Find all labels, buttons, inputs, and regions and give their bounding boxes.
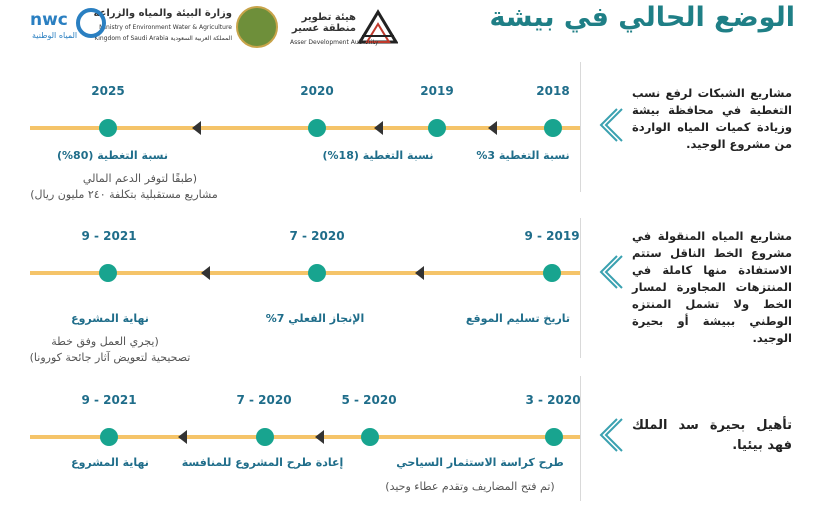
timeline-year: 2020	[300, 84, 334, 98]
ministry-logo	[93, 6, 278, 46]
timeline-year: 9 - 2021	[81, 393, 137, 407]
timeline-arrow	[192, 121, 201, 135]
asir-logo-text: هيئة تطوير منطقة عسير	[291, 12, 356, 34]
timeline-node	[99, 264, 117, 282]
timeline-arrow	[415, 266, 424, 280]
timeline-arrow	[374, 121, 383, 135]
chevron-left-icon	[593, 105, 623, 145]
timeline-node	[256, 428, 274, 446]
section-description: تأهيل بحيرة سد الملك فهد بيئيا.	[632, 418, 792, 453]
page-title: الوضع الحالي في بيشة	[489, 2, 795, 33]
timeline-note: (يجري العمل وفق خطة	[51, 335, 159, 348]
timeline-year: 2025	[91, 84, 125, 98]
timeline-node	[543, 264, 561, 282]
ministry-kingdom: Kingdom of Saudi Arabia المملكة العربية السعودية	[94, 35, 232, 42]
timeline-year: 2019	[420, 84, 454, 98]
timeline-node	[361, 428, 379, 446]
timeline-label: تاريخ تسليم الموقع	[465, 312, 571, 325]
timeline-year: 9 - 2021	[81, 229, 137, 243]
ministry-emblem-icon	[236, 6, 278, 48]
timeline-year: 7 - 2020	[289, 229, 345, 243]
timeline-arrow	[201, 266, 210, 280]
timeline-node	[545, 428, 563, 446]
timeline-year: 7 - 2020	[236, 393, 292, 407]
timeline-node	[308, 264, 326, 282]
chevron-left-icon	[593, 415, 623, 455]
nwc-logo-arabic: المياه الوطنية	[32, 31, 78, 40]
timeline-year: 2018	[536, 84, 570, 98]
timeline-label: نسبة التغطية (80%)	[56, 149, 169, 162]
timeline-year: 3 - 2020	[525, 393, 581, 407]
nwc-drop-icon	[76, 8, 106, 38]
nwc-logo	[28, 6, 112, 46]
timeline-year: 5 - 2020	[341, 393, 397, 407]
section-description: مشاريع الشبكات لرفع نسب التغطية في محافظة بيشة وزيادة كميات المياه الواردة من مشروع الوجيد.	[632, 86, 792, 151]
timeline-note: (طبقًا لتوفر الدعم المالي	[82, 172, 198, 185]
nwc-logo-text: nwc	[30, 10, 68, 30]
asir-logo-english: Asser Development Authority	[290, 39, 379, 46]
section-divider	[580, 62, 581, 192]
timeline-node	[99, 119, 117, 137]
asir-authority-logo	[290, 6, 400, 46]
timeline-label: نسبة التغطية 3%	[476, 149, 570, 162]
ministry-name-ar: وزارة البيئة والمياه والزراعة	[93, 8, 232, 19]
chevron-left-icon	[593, 252, 623, 292]
timeline-label: طرح كراسة الاستثمار السياحي	[396, 456, 564, 469]
timeline-note: تصحيحية لتعويض آثار جائحة كورونا)	[29, 351, 191, 364]
timeline-node	[544, 119, 562, 137]
ministry-name-en: Ministry of Environment Water & Agriculture	[99, 24, 232, 31]
timeline-label: نهاية المشروع	[71, 312, 149, 325]
timeline-label: الإنجاز الفعلي 7%	[265, 312, 365, 325]
section-description: مشاريع المياه المنقولة في مشروع الخط الناقل ستتم الاستفادة منها كاملة في المنتزهات المجاورة لمسار الخط ولا تشمل المنتزه الوطني ببيشة أو بحيرة الوجيد.	[632, 229, 792, 345]
timeline-label: إعادة طرح المشروع للمنافسة	[181, 456, 344, 469]
timeline-note: مشاريع مستقبلية بتكلفة ٢٤٠ مليون ريال)	[30, 188, 218, 201]
timeline-node	[428, 119, 446, 137]
timeline-arrow	[488, 121, 497, 135]
timeline-label: نهاية المشروع	[71, 456, 149, 469]
timeline-node	[100, 428, 118, 446]
timeline-arrow	[178, 430, 187, 444]
timeline-label: نسبة التغطية (18%)	[322, 149, 434, 162]
timeline-year: 9 - 2019	[524, 229, 580, 243]
timeline-arrow	[315, 430, 324, 444]
timeline-node	[308, 119, 326, 137]
timeline-note: (تم فتح المضاريف وتقدم عطاء وحيد)	[385, 480, 555, 493]
